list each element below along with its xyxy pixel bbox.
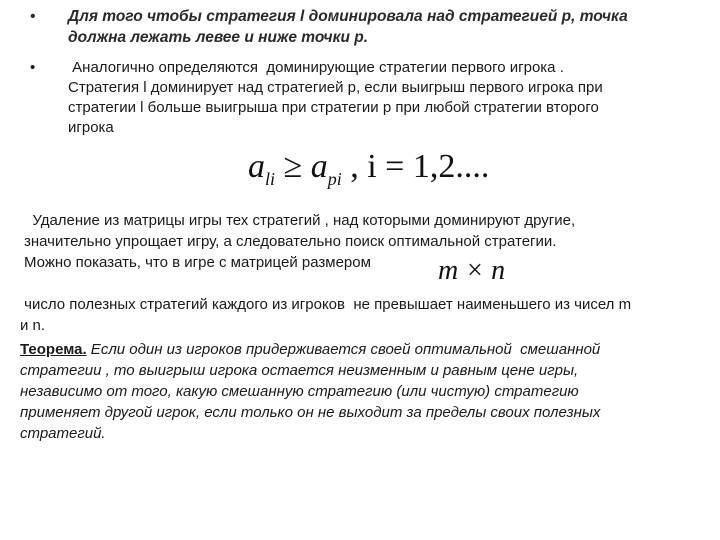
- bullet-line: Для того чтобы стратегия l доминировала над стратегией p, точка: [68, 8, 628, 25]
- formula-rest: , i = 1,2....: [341, 148, 490, 185]
- paragraph-line: и n.: [20, 317, 46, 334]
- bullet-dominance-condition: [30, 6, 680, 48]
- formula-subscript: li: [265, 169, 276, 189]
- bullet-line: игрока: [68, 119, 114, 136]
- theorem-line: независимо от того, какую смешанную стратегию (или чистую) стратегию: [20, 383, 579, 400]
- theorem-block: [20, 339, 670, 444]
- matrix-size-formula: m × n: [438, 255, 506, 286]
- bullet-dot: •: [30, 8, 36, 25]
- bullet-first-player-dominance: [30, 58, 680, 138]
- formula-geq: ≥: [275, 148, 311, 185]
- bullet-line: должна лежать левее и ниже точки p.: [68, 29, 369, 46]
- theorem-line: применяет другой игрок, если только он не выходит за пределы своих полезных: [20, 404, 601, 421]
- bullet-dot: •: [30, 59, 36, 76]
- theorem-title: Теорема.: [20, 341, 87, 358]
- paragraph-line: Удаление из матрицы игры тех стратегий , над которыми доминируют другие,: [24, 212, 576, 229]
- theorem-line: [20, 339, 670, 360]
- paragraph-useful-strategies: [20, 294, 631, 336]
- formula-var: a: [310, 148, 328, 185]
- paragraph-line: Можно показать, что в игре с матрицей размером: [24, 254, 371, 271]
- bullet-line: Аналогично определяются доминирующие стратегии первого игрока .: [68, 59, 564, 76]
- paragraph-line: значительно упрощает игру, а следовательно поиск оптимальной стратегии.: [24, 233, 557, 250]
- formula-subscript: pi: [327, 169, 342, 189]
- dominance-formula: [248, 148, 489, 190]
- paragraph-line: число полезных стратегий каждого из игроков не превышает наименьшего из чисел m: [20, 296, 632, 313]
- theorem-line: стратегий.: [20, 425, 106, 442]
- formula-var: a: [248, 148, 265, 185]
- theorem-text: Если один из игроков придерживается своей оптимальной смешанной: [86, 341, 601, 358]
- bullet-line: Стратегия l доминирует над стратегией p, если выигрыш первого игрока при: [68, 79, 603, 96]
- bullet-line: стратегии l больше выигрыша при стратегии p при любой стратегии второго: [68, 99, 599, 116]
- theorem-line: стратегии , то выигрыш игрока остается неизменным и равным цене игры,: [20, 362, 579, 379]
- bullet-list: [30, 6, 680, 138]
